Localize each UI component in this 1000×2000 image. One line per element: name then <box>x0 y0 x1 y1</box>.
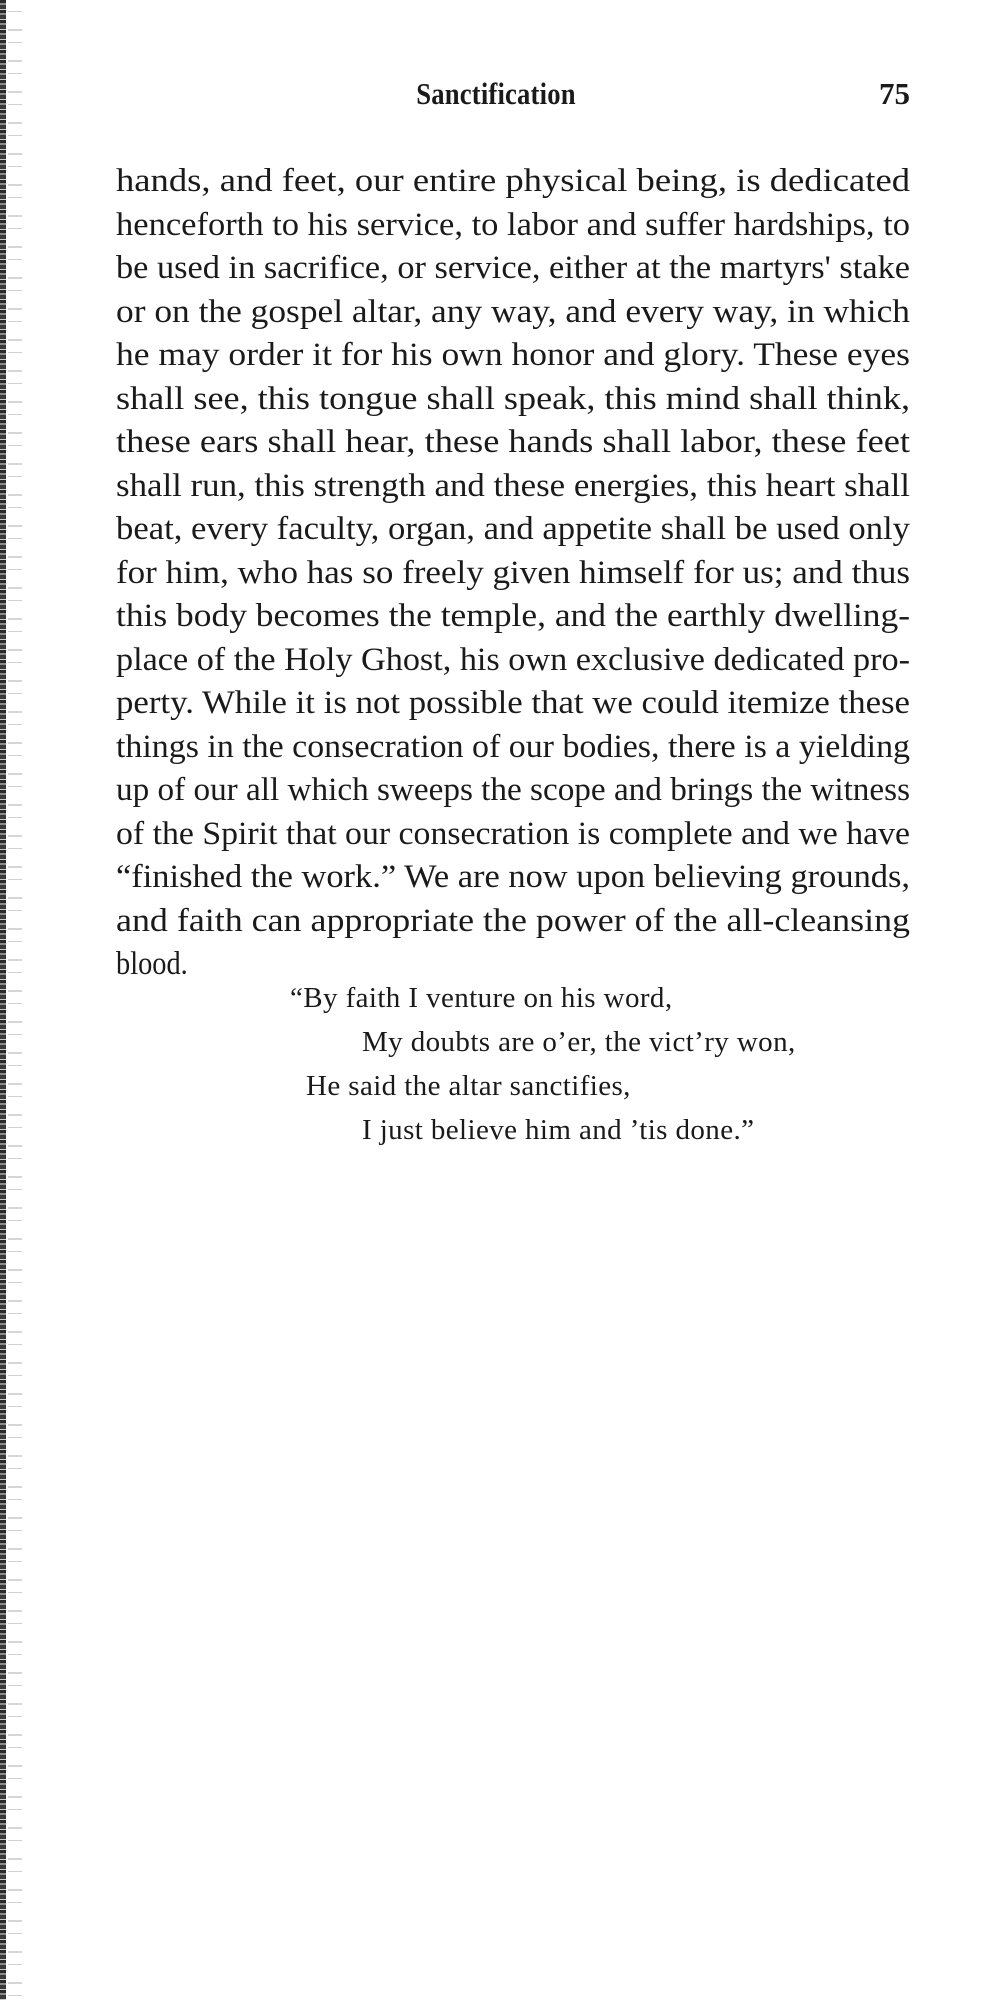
text-line: hands, and feet, our entire physical being, is dedicated <box>116 163 910 199</box>
text-line: for him, who has so freely given himself for us; and thus <box>116 554 910 591</box>
text-line: of the Spirit that our consecration is complete and we have <box>116 815 911 852</box>
text-line: shall see, this tongue shall speak, this mind shall think, <box>116 380 910 417</box>
running-head <box>116 76 910 120</box>
verse-line: My doubts are o’er, the vict’ry won, <box>362 1026 796 1058</box>
text-line: he may order it for his own honor and glory. These eyes <box>116 337 910 373</box>
body-paragraph <box>116 160 910 987</box>
text-line: shall run, this strength and these energies, this heart shall <box>116 467 911 504</box>
text-line: this body becomes the temple, and the earthly dwelling- <box>116 598 910 634</box>
verse-line: I just believe him and ’tis done.” <box>362 1114 755 1146</box>
text-line: these ears shall hear, these hands shall labor, these feet <box>116 424 911 460</box>
text-line: things in the consecration of our bodies, there is a yielding <box>116 728 910 765</box>
hymn-verse <box>290 976 850 1152</box>
verse-line: He said the altar sanctifies, <box>306 1070 631 1102</box>
text-line: “finished the work.” We are now upon believing grounds, <box>116 859 910 895</box>
verse-line: “By faith I venture on his word, <box>290 982 673 1014</box>
binding-edge <box>0 0 6 2000</box>
text-line: blood. <box>116 946 188 982</box>
chapter-title: Sanctification <box>416 76 576 111</box>
page-number: 75 <box>879 76 910 111</box>
text-line: henceforth to his service, to labor and suffer hardships, to <box>116 206 910 243</box>
text-line: and faith can appropriate the power of the all-cleansing <box>116 902 911 939</box>
text-line: be used in sacrifice, or service, either at the martyrs' stake <box>116 250 910 286</box>
text-line: beat, every faculty, organ, and appetite shall be used only <box>116 511 911 547</box>
text-line: perty. While it is not possible that we could itemize these <box>116 685 910 721</box>
text-line: up of our all which sweeps the scope and brings the witness <box>116 772 910 808</box>
scan-gutter-noise <box>8 0 22 2000</box>
text-line: or on the gospel altar, any way, and every way, in which <box>116 293 910 330</box>
text-line: place of the Holy Ghost, his own exclusive dedicated pro- <box>116 641 910 678</box>
